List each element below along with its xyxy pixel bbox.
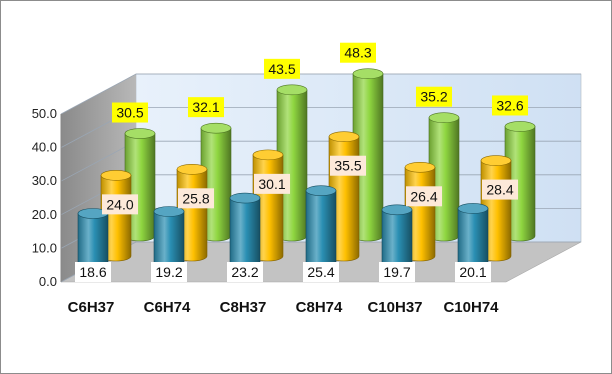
bar-top [306, 186, 336, 196]
bar-top [201, 123, 231, 133]
bar-top [429, 113, 459, 123]
bar-top [329, 132, 359, 142]
x-tick-label: C6H74 [143, 299, 191, 316]
x-axis [68, 299, 500, 316]
y-tick-label: 0.0 [38, 274, 57, 289]
bar-top [481, 156, 511, 166]
bar-top [177, 164, 207, 174]
data-label: 24.0 [106, 196, 134, 213]
data-label: 32.1 [192, 99, 220, 116]
data-label: 23.2 [231, 264, 259, 280]
x-tick-label: C6H37 [67, 299, 115, 316]
y-tick-label: 40.0 [31, 139, 57, 155]
data-label: 20.1 [459, 264, 487, 280]
data-label: 19.2 [155, 264, 183, 280]
bar-top [230, 193, 260, 203]
data-label: 32.6 [496, 97, 524, 114]
bar-top [353, 69, 383, 79]
bar-top [458, 203, 488, 213]
data-label: 28.4 [486, 181, 514, 198]
bar-top [405, 162, 435, 172]
y-tick-label: 50.0 [31, 106, 57, 121]
bar-top [101, 170, 131, 180]
data-label: 43.5 [268, 60, 296, 77]
data-label: 19.7 [383, 264, 411, 280]
y-axis [32, 106, 61, 289]
y-tick-label: 10.0 [31, 240, 57, 256]
data-label: 30.1 [258, 175, 286, 192]
x-tick-label: C8H74 [295, 299, 343, 316]
bar-top [505, 121, 535, 131]
bar-top [277, 85, 307, 95]
data-label: 18.6 [79, 264, 107, 280]
data-label: 25.4 [307, 264, 335, 280]
bar-top [253, 150, 283, 160]
y-tick-label: 30.0 [31, 173, 57, 189]
x-tick-label: C10H74 [443, 299, 499, 316]
x-tick-label: C10H37 [367, 299, 423, 316]
data-label: 35.2 [420, 88, 448, 105]
bar-top [125, 129, 155, 139]
data-label: 26.4 [410, 188, 438, 205]
data-label: 35.5 [334, 157, 362, 174]
data-label: 48.3 [344, 44, 372, 61]
data-label: 30.5 [116, 104, 144, 121]
data-label: 25.8 [182, 190, 210, 207]
y-tick-label: 20.0 [31, 206, 57, 222]
x-tick-label: C8H37 [219, 299, 267, 316]
bar-chart [1, 1, 611, 373]
bar-top [382, 205, 412, 215]
